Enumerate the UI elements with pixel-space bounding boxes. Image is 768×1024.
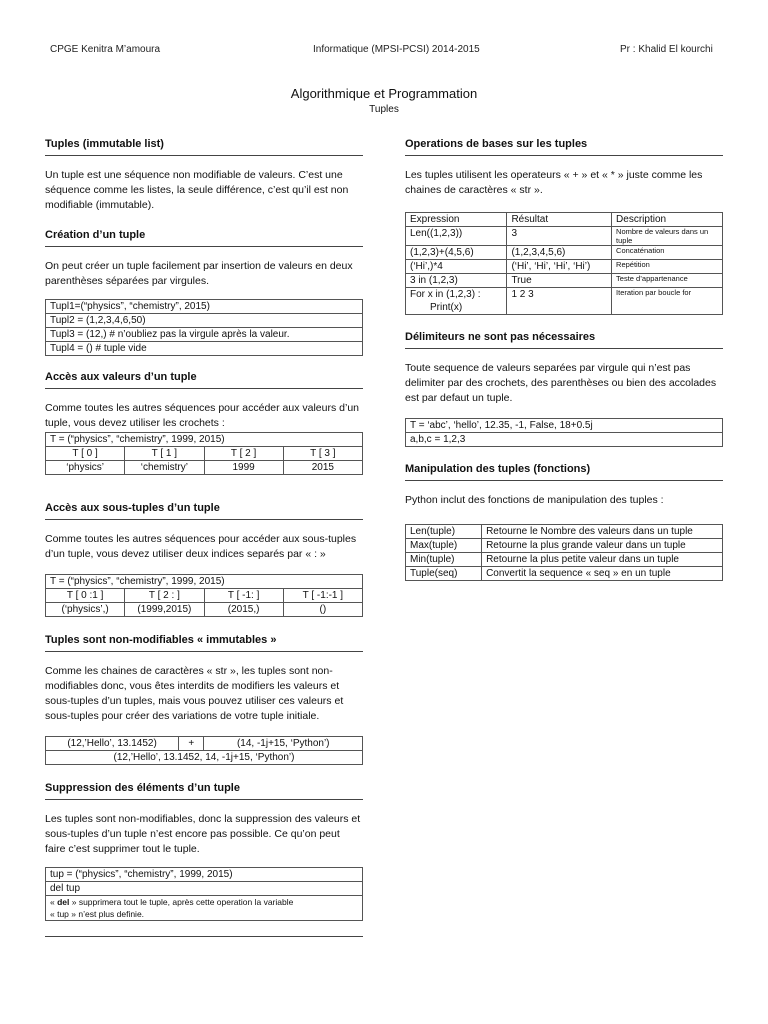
tuple-definition: T = (“physics”, “chemistry”, 1999, 2015) <box>46 575 363 589</box>
section-text-subtuples: Comme toutes les autres séquences pour accéder aux sous-tuples d’un tuple, vous devez utiliser deux indices separés par « : » <box>45 533 357 560</box>
note-suffix: » supprimera tout le tuple, après cette operation la variable <box>69 897 294 907</box>
expression-cell: Len((1,2,3)) <box>406 227 507 246</box>
section-text-creation: On peut créer un tuple facilement par insertion de valeurs en deux parenthèses séparées par virgules. <box>45 260 353 287</box>
column-header: Expression <box>406 213 507 227</box>
index-cell: T [ 0 :1 ] <box>46 589 125 603</box>
code-line: del tup <box>46 882 363 896</box>
section-heading-creation: Création d’un tuple <box>45 229 363 247</box>
value-cell: 1999 <box>204 461 283 475</box>
operations-table <box>405 212 723 315</box>
table-row <box>406 288 723 315</box>
table-row <box>46 751 363 765</box>
expression-cell <box>406 288 507 315</box>
value-cell: (1999,2015) <box>125 603 204 617</box>
code-line: Tupl4 = () # tuple vide <box>46 342 363 356</box>
tuple-b-cell: (14, -1j+15, ‘Python’) <box>204 737 363 751</box>
code-line: Tupl2 = (1,2,3,4,6,50) <box>46 314 363 328</box>
header-left: CPGE Kenitra M’amoura <box>50 44 161 55</box>
function-desc-cell: Retourne la plus grande valeur dans un tuple <box>482 539 723 553</box>
expression-cell: (‘Hi’,)*4 <box>406 260 507 274</box>
creation-code-table <box>45 299 363 356</box>
code-line: Tupl3 = (12,) # n’oubliez pas la virgule après la valeur. <box>46 328 363 342</box>
divider <box>45 936 363 937</box>
table-row <box>406 260 723 274</box>
deletion-note <box>46 896 363 921</box>
table-row <box>46 342 363 356</box>
table-row <box>406 246 723 260</box>
table-row <box>46 433 363 447</box>
table-row <box>406 227 723 246</box>
operator-cell: + <box>179 737 204 751</box>
result-cell: True <box>507 274 612 288</box>
column-header: Résultat <box>507 213 612 227</box>
function-name-cell: Min(tuple) <box>406 553 482 567</box>
section-heading-functions: Manipulation des tuples (fonctions) <box>405 463 723 481</box>
expression-cell: 3 in (1,2,3) <box>406 274 507 288</box>
table-row <box>46 300 363 314</box>
index-cell: T [ 2 ] <box>204 447 283 461</box>
function-desc-cell: Retourne la plus petite valeur dans un tuple <box>482 553 723 567</box>
description-cell: Repétition <box>612 260 723 274</box>
description-cell: Iteration par boucle for <box>612 288 723 315</box>
function-name-cell: Tuple(seq) <box>406 567 482 581</box>
result-cell: (12,’Hello’, 13.1452, 14, -1j+15, ‘Python’) <box>46 751 363 765</box>
description-cell: Nombre de valeurs dans un tuple <box>612 227 723 246</box>
section-text-immutable: Comme les chaines de caractères « str », les tuples sont non-modifiables donc, vous êtes interdits de modifiers les valeurs et sous-tuples d’un tuples, mais vous pouvez utiliser ces valeurs et sous-tuples pour créer des variations de votre tuple initiale. <box>45 665 344 722</box>
section-heading-tuples: Tuples (immutable list) <box>45 138 363 156</box>
expression-cell: (1,2,3)+(4,5,6) <box>406 246 507 260</box>
value-cell: (2015,) <box>204 603 283 617</box>
table-row <box>46 575 363 589</box>
section-heading-deletion: Suppression des éléments d’un tuple <box>45 782 363 800</box>
value-cell: ‘chemistry’ <box>125 461 204 475</box>
note-keyword: del <box>57 897 70 907</box>
table-row <box>46 589 363 603</box>
section-text-functions: Python inclut des fonctions de manipulation des tuples : <box>405 494 664 506</box>
value-cell: 2015 <box>283 461 362 475</box>
function-name-cell: Max(tuple) <box>406 539 482 553</box>
left-column <box>45 138 363 937</box>
section-text-operations: Les tuples utilisent les operateurs « + » et « * » juste comme les chaines de caractères « str ». <box>405 169 703 196</box>
section-heading-delimiters: Délimiteurs ne sont pas nécessaires <box>405 331 723 349</box>
value-cell: (‘physics’,) <box>46 603 125 617</box>
table-row <box>46 737 363 751</box>
expression-line-1: For x in (1,2,3) : <box>410 289 481 300</box>
function-desc-cell: Retourne le Nombre des valeurs dans un tuple <box>482 525 723 539</box>
result-cell: (‘Hi’, ‘Hi’, ‘Hi’, ‘Hi’) <box>507 260 612 274</box>
table-row <box>406 567 723 581</box>
result-cell: 1 2 3 <box>507 288 612 315</box>
section-text-tuples: Un tuple est une séquence non modifiable de valeurs. C’est une séquence comme les listes, la seule différence, c’est qu’il est non modifiable (immutable). <box>45 169 349 211</box>
table-row <box>406 213 723 227</box>
table-row <box>406 274 723 288</box>
tuple-a-cell: (12,’Hello’, 13.1452) <box>46 737 179 751</box>
table-row <box>46 314 363 328</box>
tuple-definition: T = (“physics”, “chemistry”, 1999, 2015) <box>46 433 363 447</box>
code-line: T = ‘abc’, ‘hello’, 12.35, -1, False, 18+0.5j <box>406 419 723 433</box>
description-cell: Teste d’appartenance <box>612 274 723 288</box>
index-cell: T [ -1: ] <box>204 589 283 603</box>
value-cell: ‘physics’ <box>46 461 125 475</box>
access-table <box>45 432 363 475</box>
section-text-deletion: Les tuples sont non-modifiables, donc la suppression des valeurs et sous-tuples d’un tuple n’est encore pas possible. Ce qu’on peut faire c’est supprimer tout le tuple. <box>45 813 361 855</box>
table-row <box>406 539 723 553</box>
table-row <box>46 461 363 475</box>
right-column <box>405 138 723 581</box>
subtuples-table <box>45 574 363 617</box>
section-heading-subtuples: Accès aux sous-tuples d’un tuple <box>45 502 363 520</box>
header-right: Pr : Khalid El kourchi <box>620 44 713 55</box>
header-center: Informatique (MPSI-PCSI) 2014-2015 <box>313 44 480 55</box>
table-row <box>406 525 723 539</box>
description-cell: Concaténation <box>612 246 723 260</box>
table-row <box>406 553 723 567</box>
index-cell: T [ 1 ] <box>125 447 204 461</box>
index-cell: T [ 0 ] <box>46 447 125 461</box>
code-line: Tupl1=(“physics”, “chemistry”, 2015) <box>46 300 363 314</box>
section-text-access: Comme toutes les autres séquences pour accéder aux valeurs d’un tuple, vous devez utiliser les crochets : <box>45 402 360 429</box>
table-row <box>46 603 363 617</box>
note-line-2: « tup » n’est plus definie. <box>50 909 145 919</box>
delimiters-table <box>405 418 723 447</box>
section-heading-immutable: Tuples sont non-modifiables « immutables » <box>45 634 363 652</box>
table-row <box>406 433 723 447</box>
table-row <box>46 882 363 896</box>
result-cell: (1,2,3,4,5,6) <box>507 246 612 260</box>
note-prefix: « <box>50 897 58 907</box>
immutable-table <box>45 736 363 765</box>
index-cell: T [ 2 : ] <box>125 589 204 603</box>
function-name-cell: Len(tuple) <box>406 525 482 539</box>
result-cell: 3 <box>507 227 612 246</box>
table-row <box>46 868 363 882</box>
table-row <box>46 328 363 342</box>
expression-line-2: Print(x) <box>430 302 463 313</box>
table-row <box>46 447 363 461</box>
value-cell: () <box>283 603 362 617</box>
table-row <box>46 896 363 921</box>
code-line: tup = (“physics”, “chemistry”, 1999, 2015) <box>46 868 363 882</box>
page-title: Algorithmique et Programmation <box>290 86 478 101</box>
functions-table <box>405 524 723 581</box>
deletion-table <box>45 867 363 921</box>
index-cell: T [ 3 ] <box>283 447 362 461</box>
index-cell: T [ -1:-1 ] <box>283 589 362 603</box>
code-line: a,b,c = 1,2,3 <box>406 433 723 447</box>
page-subtitle: Tuples <box>369 104 399 115</box>
section-text-delimiters: Toute sequence de valeurs separées par virgule qui n’est pas delimiter par des crochets, des parenthèses ou bien des accolades est par defaut un tuple. <box>405 362 717 404</box>
column-header: Description <box>612 213 723 227</box>
table-row <box>406 419 723 433</box>
function-desc-cell: Convertit la sequence « seq » en un tuple <box>482 567 723 581</box>
section-heading-operations: Operations de bases sur les tuples <box>405 138 723 156</box>
section-heading-access: Accès aux valeurs d’un tuple <box>45 371 363 389</box>
